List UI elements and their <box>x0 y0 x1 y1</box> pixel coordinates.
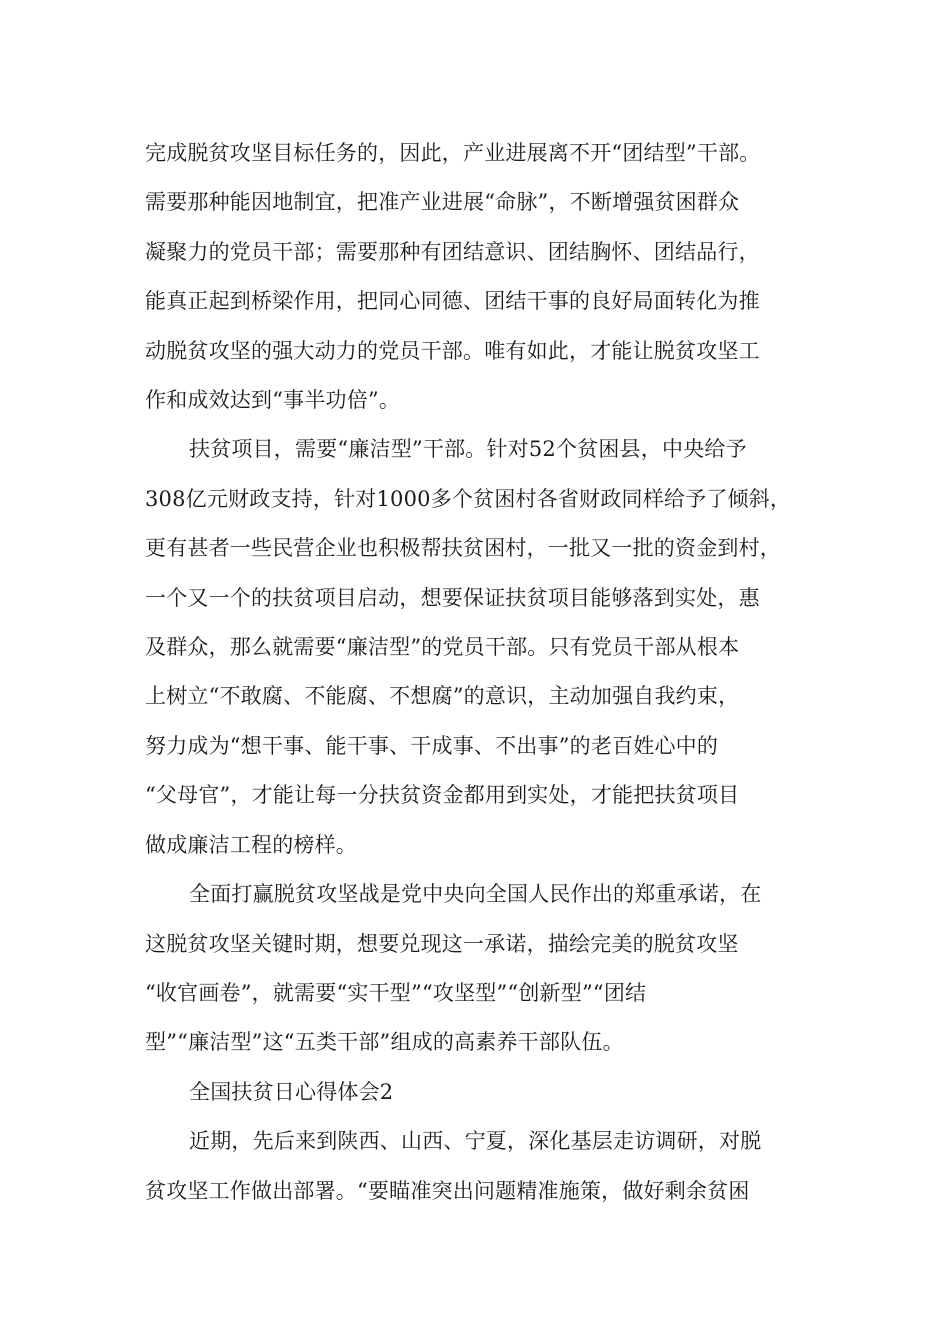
paragraph-honest-cadres <box>145 425 810 870</box>
text-line: 全面打赢脱贫攻坚战是党中央向全国人民作出的郑重承诺，在 <box>189 882 762 907</box>
text-line: 近期，先后来到陕西、山西、宁夏，深化基层走访调研，对脱 <box>189 1129 762 1154</box>
text-line: 及群众，那么就需要“廉洁型”的党员干部。只有党员干部从根本 <box>145 635 740 660</box>
text-line: 需要那种能因地制宜，把准产业进展“命脉”，不断增强贫困群众 <box>145 190 740 215</box>
text-line: 作和成效达到“事半功倍”。 <box>145 388 401 413</box>
text-line: 上树立“不敢腐、不能腐、不想腐”的意识，主动加强自我约束， <box>145 684 740 709</box>
text-line: 型”“廉洁型”这“五类干部”组成的高素养干部队伍。 <box>145 1030 624 1055</box>
text-line: 贫攻坚工作做出部署。“要瞄准突出问题精准施策，做好剩余贫困 <box>145 1178 750 1203</box>
text-line: 这脱贫攻坚关键时期，想要兑现这一承诺，描绘完美的脱贫攻坚 <box>145 931 739 956</box>
text-line: 更有甚者一些民营企业也积极帮扶贫困村，一批又一批的资金到村， <box>145 536 781 561</box>
paragraph-recent-visits <box>145 1117 810 1216</box>
text-line: 凝聚力的党员干部；需要那种有团结意识、团结胸怀、团结品行， <box>145 239 760 264</box>
text-line: “收官画卷”，就需要“实干型”“攻坚型”“创新型”“团结 <box>145 980 647 1005</box>
text-line: 完成脱贫攻坚目标任务的，因此，产业进展离不开“团结型”干部。 <box>145 141 761 165</box>
paragraph-five-types-cadres <box>145 870 810 1068</box>
document-body <box>145 129 810 1216</box>
text-line: 308亿元财政支持，针对1000多个贫困村各省财政同样给予了倾斜， <box>145 486 792 511</box>
text-line: “父母官”，才能让每一分扶贫资金都用到实处，才能把扶贫项目 <box>145 783 740 808</box>
section-heading <box>145 1068 810 1117</box>
text-line: 做成廉洁工程的榜样。 <box>145 832 357 857</box>
text-line: 能真正起到桥梁作用，把同心同德、团结干事的良好局面转化为推 <box>145 289 760 314</box>
text-line: 扶贫项目，需要“廉洁型”干部。针对52个贫困县，中央给予 <box>189 437 747 462</box>
text-line: 一个又一个的扶贫项目启动，想要保证扶贫项目能够落到实处，惠 <box>145 585 760 610</box>
heading-line: 全国扶贫日心得体会2 <box>189 1079 394 1104</box>
text-line: 努力成为“想干事、能干事、干成事、不出事”的老百姓心中的 <box>145 733 719 758</box>
paragraph-cooperative-cadres <box>145 129 810 425</box>
text-line: 动脱贫攻坚的强大动力的党员干部。唯有如此，才能让脱贫攻坚工 <box>145 338 760 363</box>
